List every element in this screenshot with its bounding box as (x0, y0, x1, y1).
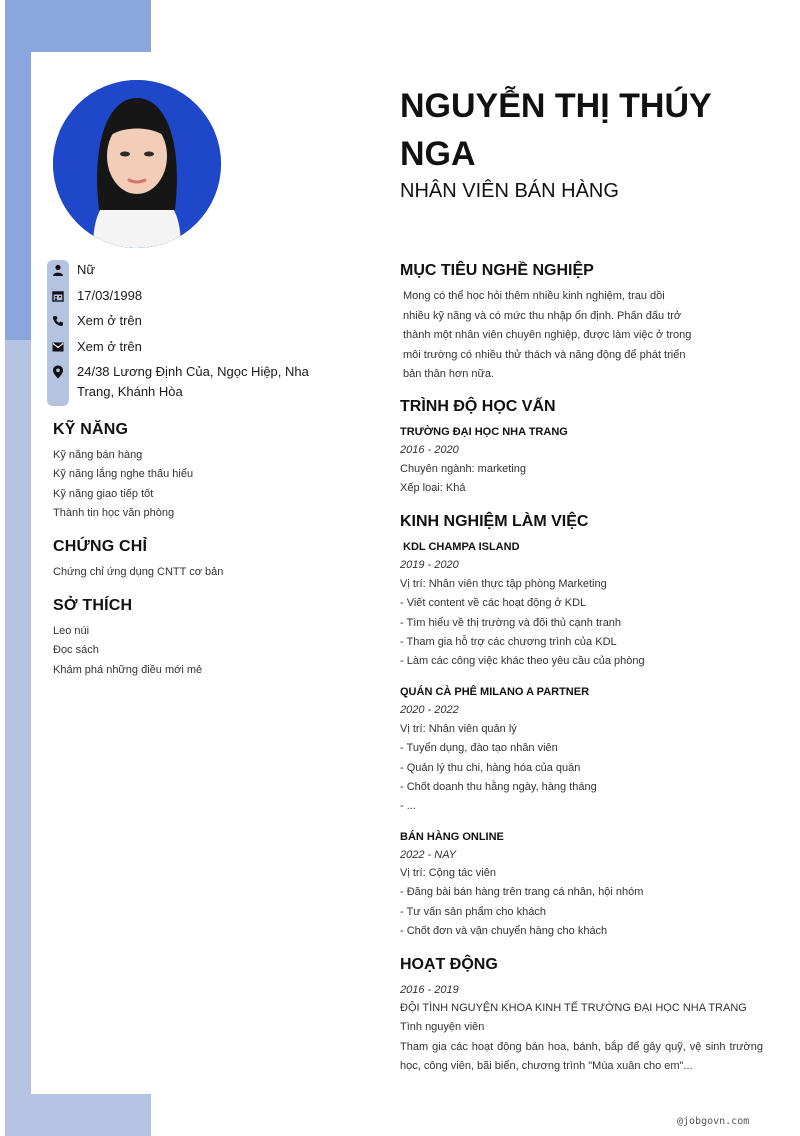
contact-birthday (47, 286, 347, 306)
mail-icon (47, 337, 69, 357)
certificates-list (53, 563, 223, 582)
hobby-item: Leo núi (53, 625, 90, 637)
job-line: - Làm các công việc khác theo yêu cầu của phòng (400, 655, 645, 668)
contact-address (47, 362, 347, 402)
job-details (400, 864, 770, 941)
job-line: - Đăng bài bán hàng trên trang cá nhân, hội nhóm (400, 886, 644, 899)
education-period: 2016 - 2020 (400, 444, 459, 456)
contact-email (47, 337, 347, 357)
job-line: - Tìm hiểu về thị trường và đối thủ cạnh tranh (400, 616, 622, 629)
watermark: @jobgovn.com (677, 1116, 750, 1127)
skill-item: Kỹ năng lắng nghe thấu hiểu (53, 468, 194, 481)
hobbies-list (53, 622, 202, 680)
education-school: TRƯỜNG ĐẠI HỌC NHA TRANG (400, 426, 568, 438)
job-line: Vị trí: Nhân viên quản lý (400, 723, 517, 735)
calendar-icon (47, 286, 69, 306)
job-line: - Tư vấn sản phẩm cho khách (400, 905, 546, 918)
education-heading: TRÌNH ĐỘ HỌC VẤN (400, 398, 556, 415)
gender-value: Nữ (77, 262, 96, 277)
job-line: - Chốt đơn và vận chuyển hàng cho khách (400, 924, 608, 937)
activities-period: 2016 - 2019 (400, 984, 459, 996)
activities-org: ĐỘI TÌNH NGUYỆN KHOA KINH TẾ TRƯỜNG ĐẠI HỌC NHA TRANG (400, 1002, 747, 1014)
job-line: - Viết content về các hoạt động ở KDL (400, 597, 587, 610)
contact-gender (47, 260, 347, 280)
certificates-heading: CHỨNG CHỈ (53, 538, 148, 555)
location-pin-icon (47, 362, 69, 382)
contact-phone (47, 311, 347, 331)
education-line: Xếp loại: Khá (400, 482, 466, 495)
job-org: KDL CHAMPA ISLAND (403, 541, 520, 553)
skill-item: Thành tin học văn phòng (53, 506, 175, 519)
job-line: Vị trí: Nhân viên thực tập phòng Marketing (400, 578, 607, 590)
job-period: 2020 - 2022 (400, 704, 459, 716)
candidate-role: NHÂN VIÊN BÁN HÀNG (400, 180, 619, 202)
job-org: QUÁN CÀ PHÊ MILANO A PARTNER (400, 686, 590, 698)
skill-item: Kỹ năng giao tiếp tốt (53, 487, 154, 500)
skills-list (53, 446, 193, 523)
phone-value[interactable]: Xem ở trên (77, 313, 142, 328)
birthday-value: 17/03/1998 (77, 288, 143, 303)
job-details (400, 575, 770, 671)
job-line: - Tuyển dụng, đào tạo nhân viên (400, 742, 558, 755)
job-line: - Quản lý thu chi, hàng hóa của quán (400, 761, 581, 774)
job-period: 2022 - NAY (400, 849, 457, 861)
objective-text: Mong có thể học hỏi thêm nhiều kinh nghiệm, trau dồi nhiều kỹ năng và có mức thu nhập ổn định. Phấn đấu trở thành một nhân viên chuyên nghiệp, được làm việc ở trong môi trường có nhiều thử thách và năng động để phát triển bản thân hơn nữa. (403, 290, 692, 380)
job-line: - Chốt doanh thu hằng ngày, hàng tháng (400, 780, 597, 793)
address-value: 24/38 Lương Định Của, Ngọc Hiệp, Nha Trang, Khánh Hòa (77, 364, 309, 399)
objective-heading: MỤC TIÊU NGHỀ NGHIỆP (400, 262, 594, 279)
activities-text: Tham gia các hoạt động bán hoa, bánh, bắp để gây quỹ, vệ sinh trường học, công viên, bãi biển, chương trình "Mùa xuân cho em"... (400, 1040, 763, 1072)
hobby-item: Khám phá những điều mới mẻ (53, 663, 203, 676)
hobby-item: Đọc sách (53, 644, 99, 657)
experience-heading: KINH NGHIỆM LÀM VIỆC (400, 513, 589, 530)
job-details (400, 720, 770, 816)
activities-heading: HOẠT ĐỘNG (400, 956, 498, 973)
job-org: BÁN HÀNG ONLINE (400, 831, 504, 843)
education-details (400, 460, 770, 499)
email-value[interactable]: Xem ở trên (77, 339, 142, 354)
skills-heading: KỸ NĂNG (53, 421, 129, 438)
skill-item: Kỹ năng bán hàng (53, 449, 143, 461)
job-period: 2019 - 2020 (400, 559, 459, 571)
phone-icon (47, 311, 69, 331)
person-icon (47, 260, 69, 280)
activities-details (400, 999, 770, 1076)
job-line: - Tham gia hỗ trợ các chương trình của KDL (400, 635, 617, 648)
certificate-item: Chứng chỉ ứng dụng CNTT cơ bản (53, 566, 224, 578)
candidate-name: NGUYỄN THỊ THÚY NGA (400, 87, 712, 173)
education-line: Chuyên ngành: marketing (400, 463, 526, 475)
job-line: Vị trí: Cộng tác viên (400, 867, 496, 879)
activities-role: Tình nguyện viên (400, 1021, 485, 1034)
job-line: - ... (400, 800, 416, 813)
hobbies-heading: SỞ THÍCH (53, 597, 133, 614)
profile-photo (53, 80, 221, 248)
